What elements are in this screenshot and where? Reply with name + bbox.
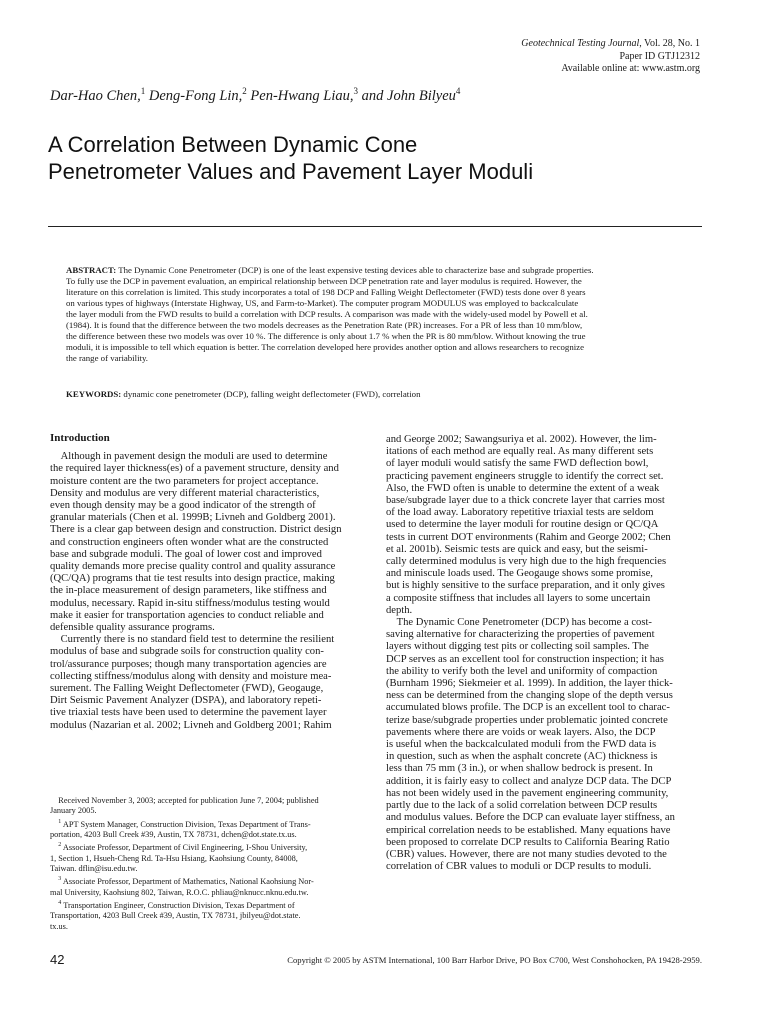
body-text-line: Although in pavement design the moduli are used to determine [50,451,328,463]
footnote-text: Transportation Engineer, Construction Division, Texas Department of [61,900,295,910]
abstract-line: (1984). It is found that the difference between the two models decreases as the Penetration Rate (PR) increases. For a PR of less than 10 mm/blow, [66,320,583,330]
body-text-line: base/subgrade layer due to a thick concrete layer that carries most [386,495,665,507]
body-text-line: but is highly sensitive to the surface preparation, and it only gives [386,580,665,592]
author-name: Dar-Hao Chen, [50,87,141,104]
abstract-line [66,265,702,276]
keywords-label: KEYWORDS: [66,389,122,399]
body-text-line: and construction engineers often wonder what are the constructed [50,536,329,548]
footnote-mark: 3 [58,876,62,883]
body-text-line: of layer moduli would satisfy the same FWD deflection bowl, [386,458,649,470]
body-text-line: (QC/QA) programs that tie test results into design practice, making [50,573,335,585]
body-text-line: and George 2002; Sawangsuriya et al. 2002). However, the lim- [386,434,657,445]
body-text-line: has not been widely used in the pavement engineering community, [386,787,669,799]
abstract-line: To fully use the DCP in pavement evaluation, an empirical relationship between DCP penetration rate and layer modulus is required. However, the [66,276,582,286]
abstract-line: moduli, it is impossible to tell which equation is better. The correlation developed here provides another option and allows researchers to recognize [66,342,584,352]
footnote-line [50,874,368,887]
body-text-line: surement. The Falling Weight Deflectometer (FWD), Geogauge, [50,683,324,695]
received-note-line: Received November 3, 2003; accepted for publication June 7, 2004; published [50,796,319,805]
body-text-line: (CBR) values. However, there are not many studies devoted to the [386,848,667,860]
body-text-line: The Dynamic Cone Penetrometer (DCP) has become a cost- [386,617,652,629]
body-text-line: itations of each method are equally real. As many different sets [386,446,654,458]
author-name: Pen-Hwang Liau, [246,87,354,104]
footnote-mark: 4 [58,899,62,906]
body-text-line: pavements where there are voids or weak layers. Also, the DCP [386,726,656,738]
abstract-line: literature on this correlation is limited. This study incorporates a total of 198 DCP and Falling Weight Deflectometer (FWD) tests done over 8 years [66,287,586,297]
abstract-line: the layer moduli from the FWD results to build a correlation with DCP results. A comparison was made with the widely-used model by Powell et al. [66,309,588,319]
body-text-line: saving alternative for characterizing the properties of pavement [386,629,655,641]
paper-id: Paper ID GTJ12312 [619,50,700,62]
body-text-line: in question, such as when the asphalt concrete (AC) thickness is [386,751,658,763]
footnote-text: APT System Manager, Construction Division, Texas Department of Trans- [61,819,311,829]
body-text-line: granular materials (Chen et al. 1999B; Livneh and Goldberg 2001). [50,512,336,524]
footnote-line [50,898,368,911]
body-text-line: quality demands more precise quality control and quality assurance [50,561,336,573]
abstract-line: the range of variability. [66,353,148,363]
body-text-line: layers without digging test pits or collecting soil samples. The [386,641,649,653]
keywords [66,389,702,399]
body-text-line: correlation of CBR values to moduli or DCP results to moduli. [386,861,652,873]
body-text-line: of the load away. Laboratory repetitive triaxial tests are seldom [386,507,654,519]
body-text-line: the ability to verify both the level and uniformity of compaction [386,665,658,677]
body-text-line: base and subgrade moduli. The goal of lower cost and improved [50,548,322,560]
page-number: 42 [50,952,65,967]
body-text-line: Density and modulus are very different material characteristics, [50,487,320,499]
footnote-line [50,840,368,853]
title-line: A Correlation Between Dynamic Cone [48,132,418,157]
body-text-line: even though density may be a good indicator of the strength of [50,500,316,512]
body-text-line: collecting stiffness/modulus along with density and moisture mea- [50,670,332,682]
author-list [50,86,700,105]
body-text-line: defensible quality assurance programs. [50,622,215,634]
body-text-line: partly due to the lack of a solid correlation between DCP results [386,800,658,812]
journal-header [400,38,700,76]
author-affiliation-mark: 4 [455,86,461,96]
footnote-mark: 2 [58,842,62,849]
journal-citation [400,38,700,51]
body-text-line: the in-place measurement of design parameters, like stiffness and [50,585,327,597]
body-text-line: and miniscule loads used. The Geogauge shows some promise, [386,568,653,580]
title-line: Penetrometer Values and Pavement Layer Moduli [48,159,534,184]
paper-title [48,131,708,185]
body-text-line: the required layer thickness(es) of a pavement structure, density and [50,463,339,475]
body-text-line: and modulus values. Before the DCP can evaluate layer stiffness, an [386,812,675,824]
footnote-line [50,817,368,830]
body-text-line: Dirt Seismic Pavement Analyzer (DSPA), and laboratory repeti- [50,695,322,707]
journal-name: Geotechnical Testing Journal [521,38,640,49]
body-text-line: addition, it is fairly easy to collect and analyze DCP data. The DCP [386,775,672,787]
section-heading: Introduction [50,432,110,444]
body-text-line: depth. [386,604,413,616]
title-divider [48,226,702,227]
body-text-line: DCP serves as an excellent tool for construction inspection; it has [386,653,664,665]
body-text-line: cally determined modulus is very high due to the high frequencies [386,556,667,568]
body-text-line: make it easier for transportation agencies to conduct reliable and [50,609,324,621]
body-text-line: practicing pavement engineers struggle to identify the correct set. [386,470,664,482]
body-text-line: been proposed to correlate DCP results to California Bearing Ratio [386,836,670,848]
footnote-mark: 1 [58,818,62,825]
body-text-line: tive triaxial tests have been used to determine the pavement layer [50,707,327,719]
body-text-line: tests in current DOT environments (Rahim and George 2002; Chen [386,531,671,543]
footnote-line: Transportation, 4203 Bull Creek #39, Austin, TX 78731, jbilyeu@dot.state. [50,911,301,921]
body-text-line: is useful when the backcalculated moduli from the FWD data is [386,739,657,751]
body-column-left [50,432,368,732]
footnote-text: Associate Professor, Department of Civil Engineering, I-Shou University, [61,843,308,853]
author-name: and John Bilyeu [358,87,456,104]
footnote-text: Associate Professor, Department of Mathematics, National Kaohsiung Nor- [61,877,314,887]
body-text-line: modulus of base and subgrade soils for construction quality con- [50,646,324,658]
footnotes [50,796,368,932]
received-note-line: January 2005. [50,806,97,816]
body-text-line: (Burnham 1996; Siekmeier et al. 1999). In addition, the layer thick- [386,678,673,690]
journal-volume: , Vol. 28, No. 1 [639,38,700,49]
body-text-line: ness can be determined from the changing slope of the depth versus [386,690,673,702]
footnote-line: tx.us. [50,921,68,931]
body-text-line: empirical correlation needs to be established. Many equations have [386,824,671,836]
keywords-text: dynamic cone penetrometer (DCP), falling weight deflectometer (FWD), correlation [121,389,421,399]
body-column-right [386,434,704,873]
footnote-line: mal University, Kaohsiung 802, Taiwan, R.O.C. phliau@nknucc.nknu.edu.tw. [50,887,309,897]
body-text-line: accumulated blows profile. The DCP is an excellent tool to charac- [386,702,670,714]
abstract-label: ABSTRACT: [66,265,117,275]
author-affiliation-mark: 1 [140,86,146,96]
author-affiliation-mark: 2 [242,86,247,96]
body-text-line: et al. 2001b). Seismic tests are quick and easy, but the seismi- [386,543,648,555]
body-text-line: trol/assurance purposes; though many transportation agencies are [50,658,327,670]
body-text-line: Also, the FWD often is unable to determine the extent of a weak [386,482,660,494]
body-text-line: There is a clear gap between design and construction. District design [50,524,342,536]
body-text-line: modulus, necessary. Rapid in-situ stiffness/modulus testing would [50,597,330,609]
body-text-line: modulus (Nazarian et al. 2002; Livneh and Goldberg 2001; Rahim [50,719,332,731]
body-text-line: used to determine the layer moduli for routine design or QC/QA [386,519,659,531]
footnote-line: portation, 4203 Bull Creek #39, Austin, TX 78731, dchen@dot.state.tx.us. [50,829,297,839]
body-text-line: a composite stiffness that includes all layers to some uncertain [386,592,651,604]
body-text-line: Currently there is no standard field test to determine the resilient [50,634,335,646]
availability-note: Available online at: www.astm.org [561,63,700,74]
copyright-notice: Copyright © 2005 by ASTM International, 100 Barr Harbor Drive, PO Box C700, West Conshohocken, PA 19428-2959. [287,955,702,965]
body-text-line: less than 75 mm (3 in.), or when shallow bedrock is present. In [386,763,653,775]
abstract [66,265,702,364]
footnote-line: Taiwan. dflin@isu.edu.tw. [50,863,138,873]
abstract-text: The Dynamic Cone Penetrometer (DCP) is one of the least expensive testing devices able to characterize base and subgrade properties. [116,265,594,275]
author-affiliation-mark: 3 [353,86,359,96]
body-text-line: terize base/subgrade properties under problematic jointed concrete [386,714,668,726]
author-name: Deng-Fong Lin, [145,87,243,104]
abstract-line: the difference between these two models was over 10 %. The difference is only about 1.7 % when the PR is 80 mm/blow. Without knowing the true [66,331,586,341]
abstract-line: on various types of highways (Interstate Highway, US, and Farm-to-Market). The computer program MODULUS was employed to backcalculate [66,298,579,308]
body-text-line: moisture content are the two parameters for project acceptance. [50,475,319,487]
footnote-line: 1, Section 1, Hsueh-Cheng Rd. Ta-Hsu Hsiang, Kaohsiung County, 84008, [50,853,298,863]
